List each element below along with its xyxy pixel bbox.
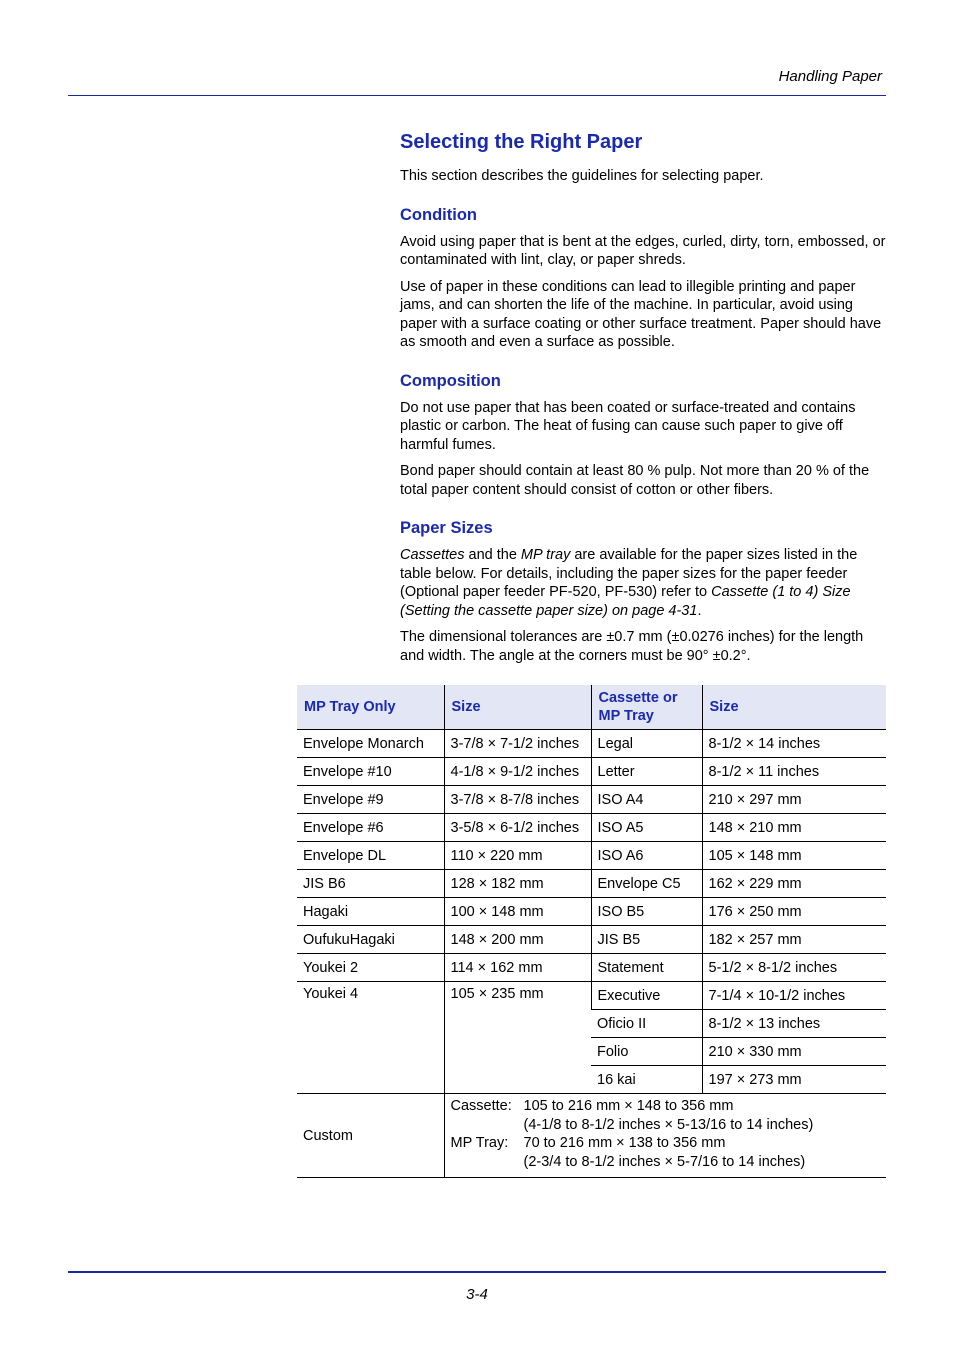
- header-mp-tray-only: MP Tray Only: [297, 685, 444, 730]
- composition-heading: Composition: [400, 371, 501, 390]
- table-cell: 7-1/4 × 10-1/2 inches: [702, 982, 886, 1010]
- running-header-title: Handling Paper: [778, 68, 882, 85]
- table-cell: Executive: [591, 982, 702, 1010]
- table-cell: 197 × 273 mm: [702, 1066, 886, 1094]
- table-cell: Hagaki: [297, 898, 444, 926]
- table-cell: 148 × 200 mm: [444, 926, 591, 954]
- header-rule: [68, 95, 886, 96]
- condition-paragraph-1: Avoid using paper that is bent at the edges, curled, dirty, torn, embossed, or contaminated with lint, clay, or paper shreds.: [400, 233, 886, 268]
- table-cell: 4-1/8 × 9-1/2 inches: [444, 758, 591, 786]
- table-cell: ISO A4: [591, 786, 702, 814]
- table-cell: Oficio II: [591, 1010, 702, 1038]
- table-cell: 100 × 148 mm: [444, 898, 591, 926]
- table-row: [297, 786, 886, 814]
- custom-mp-label: MP Tray:: [450, 1135, 509, 1151]
- table-cell: 105 × 148 mm: [702, 842, 886, 870]
- custom-cassette-label: Cassette:: [450, 1098, 512, 1114]
- condition-paragraph-2: Use of paper in these conditions can lead to illegible printing and paper jams, and can shorten the life of the machine. In particular, avoid using paper with a surface coating or other surface treatment. Paper should have as smooth and even a surface as possible.: [400, 278, 882, 350]
- cassettes-term: Cassettes: [400, 547, 465, 563]
- condition-heading: Condition: [400, 205, 477, 224]
- page-number: 3-4: [466, 1286, 488, 1303]
- table-cell: 176 × 250 mm: [702, 898, 886, 926]
- table-cell: 3-7/8 × 7-1/2 inches: [444, 730, 591, 758]
- custom-size-cell: [444, 1094, 886, 1178]
- table-cell: 210 × 330 mm: [702, 1038, 886, 1066]
- table-cell: JIS B6: [297, 870, 444, 898]
- table-cell: 148 × 210 mm: [702, 814, 886, 842]
- table-cell: 16 kai: [591, 1066, 702, 1094]
- table-cell: 105 × 235 mm: [444, 982, 591, 1094]
- table-row-custom: [297, 1094, 886, 1178]
- table-row: [297, 870, 886, 898]
- table-cell: ISO A6: [591, 842, 702, 870]
- table-cell: 8-1/2 × 14 inches: [702, 730, 886, 758]
- header-cassette-or-mp-tray: Cassette or MP Tray: [591, 685, 702, 730]
- table-cell: 114 × 162 mm: [444, 954, 591, 982]
- table-cell: Legal: [591, 730, 702, 758]
- table-cell: Envelope DL: [297, 842, 444, 870]
- table-cell: Youkei 2: [297, 954, 444, 982]
- table-cell: OufukuHagaki: [297, 926, 444, 954]
- paper-sizes-paragraph-1: [400, 546, 886, 620]
- custom-mp-mm: 70 to 216 mm × 138 to 356 mm: [523, 1135, 726, 1151]
- table-row: [297, 842, 886, 870]
- table-cell: ISO A5: [591, 814, 702, 842]
- table-cell: Folio: [591, 1038, 702, 1066]
- custom-cassette-line: [451, 1097, 881, 1116]
- custom-label-cell: Custom: [297, 1094, 444, 1178]
- table-cell: 210 × 297 mm: [702, 786, 886, 814]
- table-row: [297, 898, 886, 926]
- table-cell: 3-5/8 × 6-1/2 inches: [444, 814, 591, 842]
- table-row: [297, 814, 886, 842]
- custom-mp-inches-line: [451, 1153, 881, 1172]
- table-cell: 128 × 182 mm: [444, 870, 591, 898]
- table-cell: Envelope #10: [297, 758, 444, 786]
- table-cell: Envelope #6: [297, 814, 444, 842]
- section-title: Selecting the Right Paper: [400, 131, 643, 153]
- table-cell: Envelope Monarch: [297, 730, 444, 758]
- table-cell: JIS B5: [591, 926, 702, 954]
- table-cell: Envelope #9: [297, 786, 444, 814]
- header-size: Size: [702, 685, 886, 730]
- composition-paragraph-2: Bond paper should contain at least 80 % pulp. Not more than 20 % of the total paper content should consist of cotton or other fibers.: [400, 463, 870, 498]
- table-row: [297, 982, 886, 1010]
- composition-paragraph-1: Do not use paper that has been coated or surface-treated and contains plastic or carbon. The heat of fusing can cause such paper to give off harmful fumes.: [400, 399, 856, 453]
- custom-mp-line: [451, 1134, 881, 1153]
- table-cell: Youkei 4: [297, 982, 444, 1094]
- main-content: [400, 128, 886, 665]
- paper-sizes-text-c: .: [697, 602, 702, 619]
- section-intro: This section describes the guidelines for selecting paper.: [400, 168, 764, 184]
- table-cell: 8-1/2 × 13 inches: [702, 1010, 886, 1038]
- header-size: Size: [444, 685, 591, 730]
- table-cell: 162 × 229 mm: [702, 870, 886, 898]
- paper-sizes-text-b: are available for the paper sizes listed in the table below. For details, including the paper sizes for the paper feeder (Optional paper feeder PF-520, PF-530) refer to: [400, 547, 858, 600]
- custom-mp-inches: (2-3/4 to 8-1/2 inches × 5-7/16 to 14 inches): [523, 1153, 806, 1170]
- table-cell: Letter: [591, 758, 702, 786]
- table-row: [297, 730, 886, 758]
- paper-sizes-heading: Paper Sizes: [400, 519, 493, 537]
- table-cell: ISO B5: [591, 898, 702, 926]
- mp-tray-term: MP tray: [520, 547, 571, 563]
- paper-sizes-text-a: and the: [464, 547, 521, 563]
- paper-sizes-table: [297, 685, 886, 1178]
- table-cell: Envelope C5: [591, 870, 702, 898]
- custom-size-block: [451, 1094, 881, 1177]
- table-cell: 110 × 220 mm: [444, 842, 591, 870]
- custom-cassette-inches-line: [451, 1116, 881, 1135]
- table-row: [297, 954, 886, 982]
- custom-cassette-mm: 105 to 216 mm × 148 to 356 mm: [523, 1098, 734, 1114]
- table-header-row: [297, 685, 886, 730]
- custom-cassette-inches: (4-1/8 to 8-1/2 inches × 5-13/16 to 14 inches): [523, 1116, 814, 1133]
- paper-sizes-paragraph-2: The dimensional tolerances are ±0.7 mm (±0.0276 inches) for the length and width. The angle at the corners must be 90° ±0.2°.: [400, 629, 864, 664]
- table-row: [297, 926, 886, 954]
- footer-rule: [68, 1271, 886, 1273]
- table-cell: 182 × 257 mm: [702, 926, 886, 954]
- table-cell: 3-7/8 × 8-7/8 inches: [444, 786, 591, 814]
- table-cell: 8-1/2 × 11 inches: [702, 758, 886, 786]
- cross-reference-link[interactable]: Cassette (1 to 4) Size (Setting the cassette paper size) on page 4-31: [400, 584, 851, 619]
- table-cell: Statement: [591, 954, 702, 982]
- table-cell: 5-1/2 × 8-1/2 inches: [702, 954, 886, 982]
- table-row: [297, 758, 886, 786]
